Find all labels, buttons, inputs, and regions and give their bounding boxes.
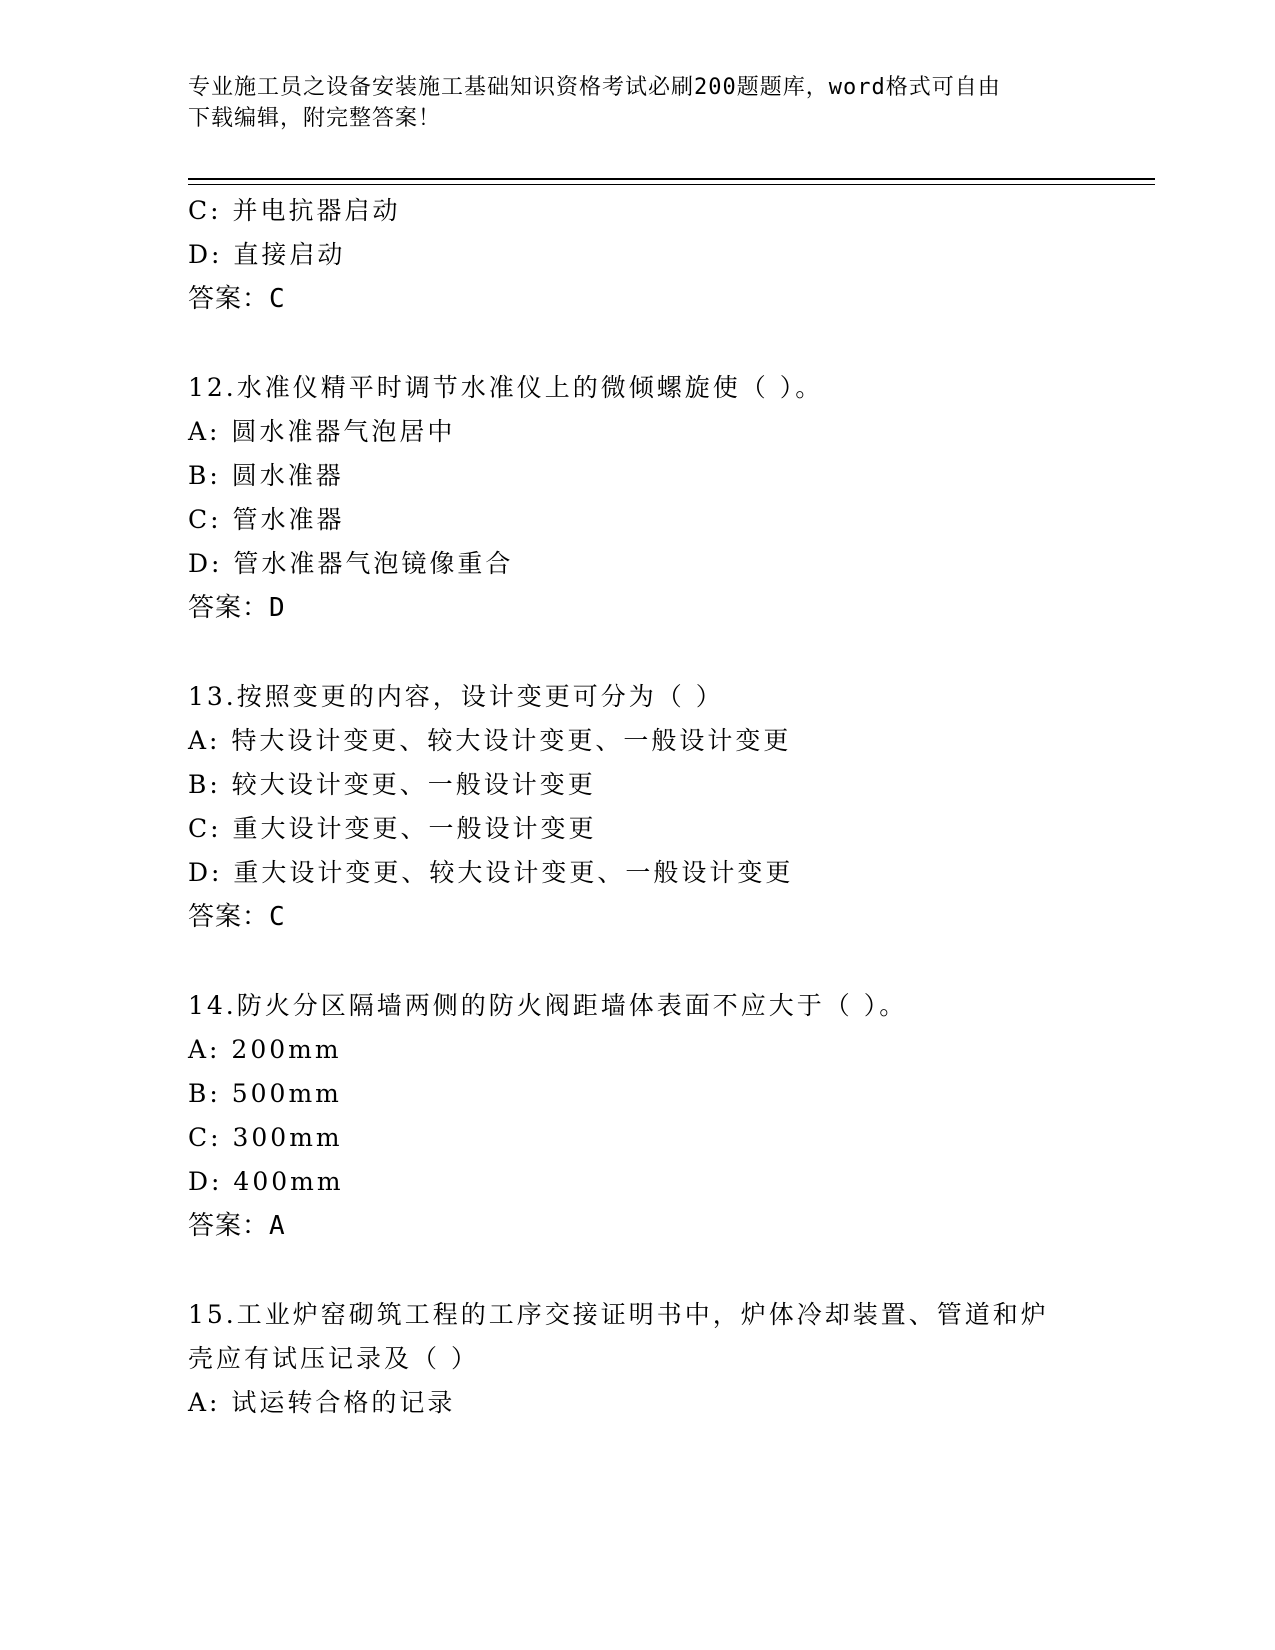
q12-question: 12.水准仪精平时调节水准仪上的微倾螺旋使（ ）。 bbox=[188, 373, 824, 402]
header-divider-thin bbox=[188, 184, 1155, 185]
header-title-line-2: 下载编辑，附完整答案！ bbox=[188, 106, 442, 131]
q15-question-line-2: 壳应有试压记录及（ ） bbox=[188, 1344, 479, 1373]
q12-option-c: C: 管水准器 bbox=[188, 505, 345, 534]
q15-question-line-1: 15.工业炉窑砌筑工程的工序交接证明书中，炉体冷却装置、管道和炉 bbox=[188, 1300, 1049, 1329]
q14-question: 14.防火分区隔墙两侧的防火阀距墙体表面不应大于（ ）。 bbox=[188, 991, 908, 1020]
q14-option-b: B: 500mm bbox=[188, 1079, 342, 1108]
q11-answer: 答案：C bbox=[188, 284, 286, 314]
q13-question: 13.按照变更的内容，设计变更可分为（ ） bbox=[188, 682, 724, 711]
q11-option-d: D: 直接启动 bbox=[188, 240, 346, 269]
q13-option-d: D: 重大设计变更、较大设计变更、一般设计变更 bbox=[188, 858, 794, 887]
q11-option-c: C: 并电抗器启动 bbox=[188, 196, 401, 225]
q12-answer: 答案：D bbox=[188, 593, 286, 623]
q13-answer: 答案：C bbox=[188, 902, 286, 932]
q13-option-c: C: 重大设计变更、一般设计变更 bbox=[188, 814, 597, 843]
q13-option-a: A: 特大设计变更、较大设计变更、一般设计变更 bbox=[188, 726, 792, 755]
header-title-line-1: 专业施工员之设备安装施工基础知识资格考试必刷200题题库，word格式可自由 bbox=[188, 75, 1001, 100]
q14-option-c: C: 300mm bbox=[188, 1123, 343, 1152]
q14-option-d: D: 400mm bbox=[188, 1167, 344, 1196]
q15-option-a: A: 试运转合格的记录 bbox=[188, 1388, 456, 1417]
q14-option-a: A: 200mm bbox=[188, 1035, 342, 1064]
document-header bbox=[188, 72, 1088, 134]
q14-answer: 答案：A bbox=[188, 1211, 286, 1241]
header-divider-thick bbox=[188, 178, 1155, 180]
q12-option-d: D: 管水准器气泡镜像重合 bbox=[188, 549, 514, 578]
q12-option-a: A: 圆水准器气泡居中 bbox=[188, 417, 456, 446]
q13-option-b: B: 较大设计变更、一般设计变更 bbox=[188, 770, 596, 799]
q12-option-b: B: 圆水准器 bbox=[188, 461, 344, 490]
